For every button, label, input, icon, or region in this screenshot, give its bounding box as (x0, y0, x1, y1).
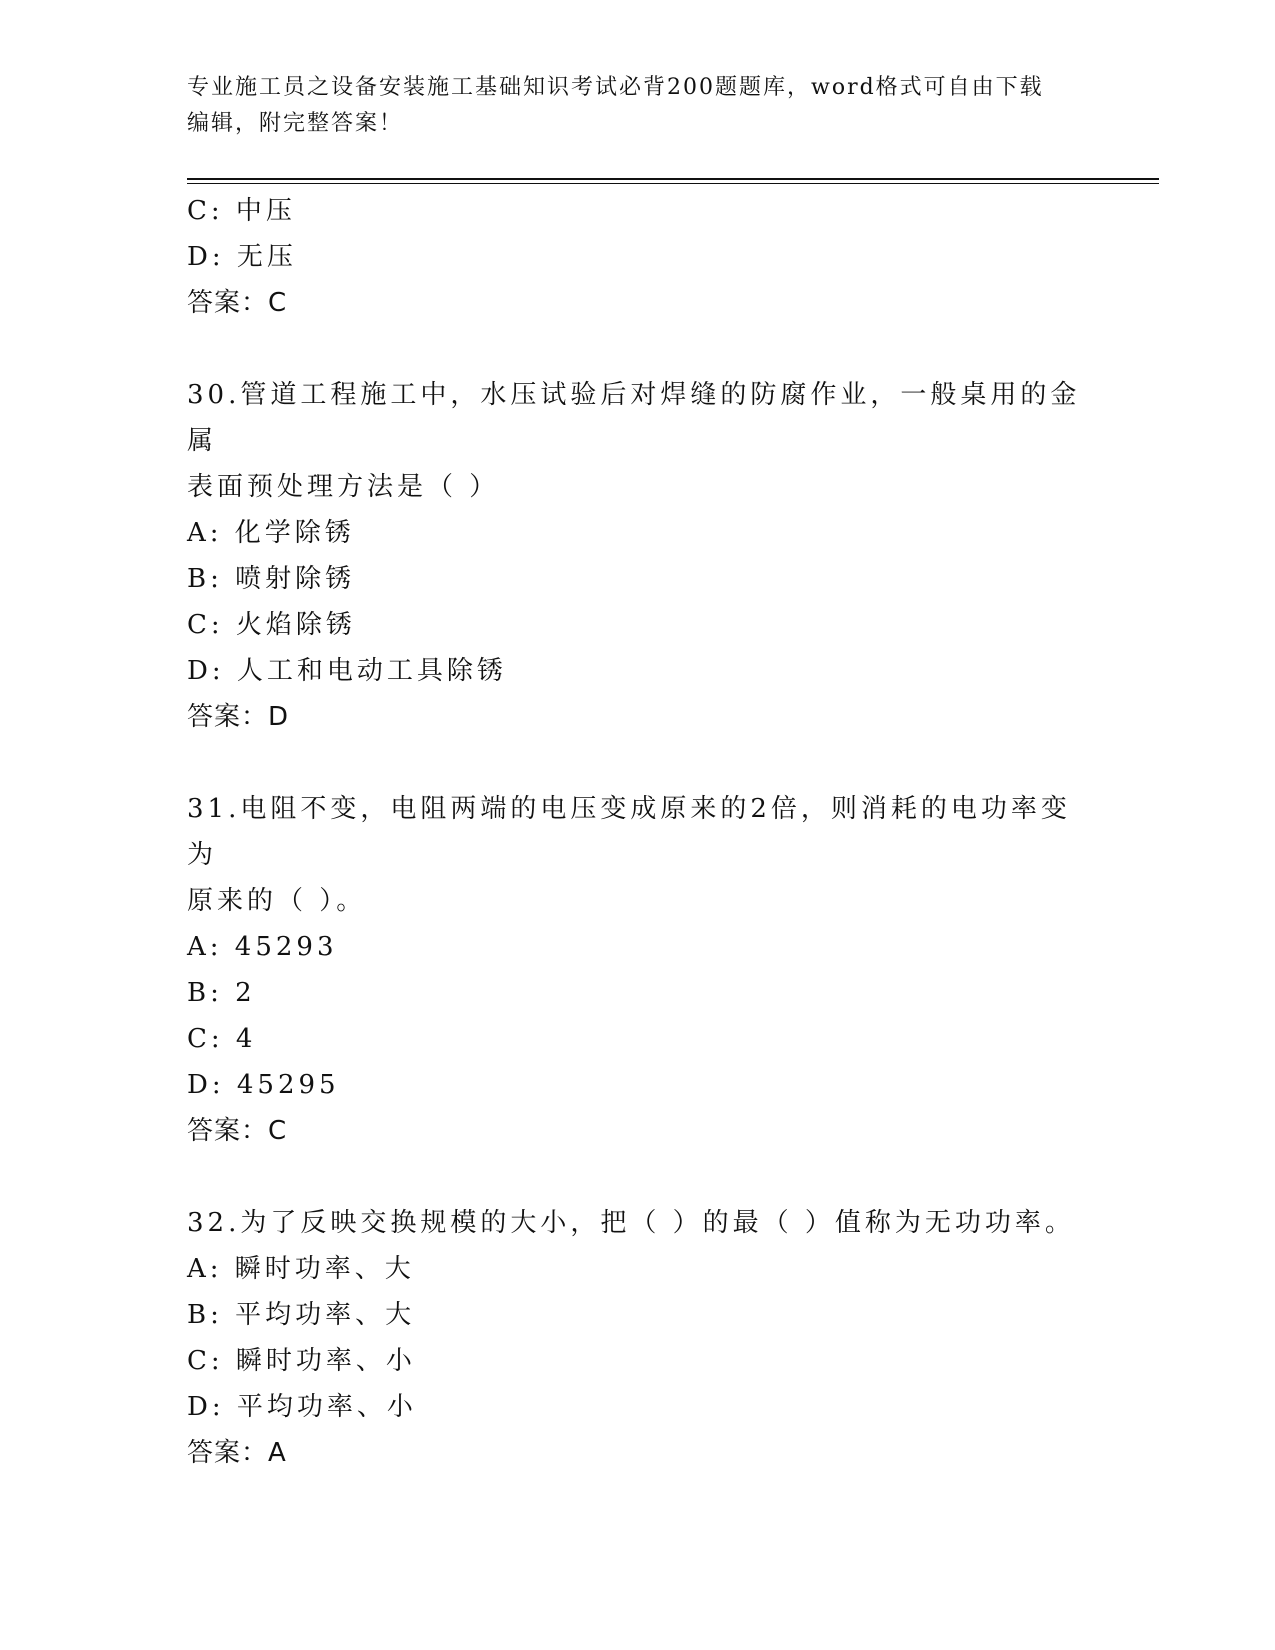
header-title-line-1: 专业施工员之设备安装施工基础知识考试必背200题题库，word格式可自由下载 (187, 75, 1044, 100)
option-c: C: 瞬时功率、小 (187, 1346, 416, 1376)
continued-question (187, 188, 1107, 326)
header-title-line-2: 编辑，附完整答案！ (187, 111, 404, 136)
option-a: A: 瞬时功率、大 (187, 1254, 415, 1284)
option-c: C: 4 (187, 1024, 257, 1054)
option-d: D: 无压 (187, 242, 297, 272)
option-b: B: 平均功率、大 (187, 1300, 416, 1330)
header-divider (187, 178, 1159, 180)
question-stem-line-1: 32.为了反映交换规模的大小，把（ ）的最（ ）值称为无功功率。 (187, 1208, 1075, 1238)
document-body (187, 188, 1107, 1476)
option-c: C: 火焰除锈 (187, 610, 356, 640)
question-30 (187, 372, 1107, 740)
answer: 答案：C (187, 1116, 288, 1146)
option-b: B: 2 (187, 978, 256, 1008)
option-d: D: 平均功率、小 (187, 1392, 417, 1422)
option-a: A: 45293 (187, 932, 338, 962)
question-32 (187, 1200, 1107, 1476)
option-b: B: 喷射除锈 (187, 564, 356, 594)
answer: 答案：D (187, 702, 290, 732)
option-c: C: 中压 (187, 196, 296, 226)
question-31 (187, 786, 1107, 1154)
option-d: D: 人工和电动工具除锈 (187, 656, 507, 686)
question-stem-line-1: 31.电阻不变，电阻两端的电压变成原来的2倍，则消耗的电功率变为 (187, 794, 1071, 870)
header-divider-thin (187, 183, 1159, 184)
answer: 答案：C (187, 288, 288, 318)
option-a: A: 化学除锈 (187, 518, 355, 548)
question-stem-line-1: 30.管道工程施工中，水压试验后对焊缝的防腐作业，一般桌用的金属 (187, 380, 1081, 456)
question-stem-line-2: 原来的（ ）。 (187, 886, 367, 916)
option-d: D: 45295 (187, 1070, 340, 1100)
answer: 答案：A (187, 1438, 287, 1468)
page-header (187, 70, 1087, 142)
question-stem-line-2: 表面预处理方法是（ ） (187, 472, 500, 502)
